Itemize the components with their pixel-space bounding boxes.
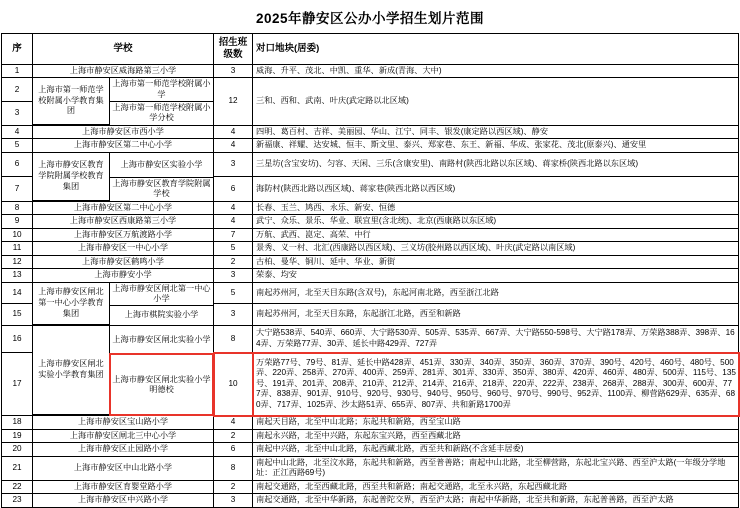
- row-classes: 4: [214, 215, 253, 229]
- row-area: 南起苏州河，北至天目东路，东起浙江北路，西至和新路: [253, 304, 739, 326]
- row-area: 南起交通路，北至中华新路，东起普陀交界，西至沪太路；南起中华新路，北至共和新路，东起普善路，西至沪太路: [253, 494, 739, 508]
- row-index: 3: [2, 102, 33, 126]
- row-area: 南起中兴路，北至中山北路，东起西藏北路，西至共和新路(不含延丰居委): [253, 443, 739, 457]
- row-school: 上海市静安区闸北实验小学: [110, 326, 214, 355]
- row-index: 23: [2, 494, 33, 508]
- row-school: 上海市静安区第二中心小学: [33, 201, 214, 215]
- row-area: 南起中山北路，北至汶水路，东起共和新路，西至普善路；南起中山北路，北至柳营路，东起北宝兴路、西至沪太路(一年级分学地址：正江西路69号): [253, 456, 739, 480]
- school-group-table: [33, 326, 213, 416]
- table-row: [2, 325, 739, 352]
- row-index: 14: [2, 282, 33, 304]
- row-area: 万航、武西、崑定、高荣、中行: [253, 228, 739, 242]
- row-index: 5: [2, 139, 33, 153]
- row-area: 四明、葛百村、吉祥、美丽园、华山、江宁、同丰、银发(康定路以西区域)、静安: [253, 125, 739, 139]
- row-area: 新福康、祥耀、达安城、恒丰、斯文里、泰兴、郑家巷、东王、新福、华成、张家花、茂北(原泰兴)、通安里: [253, 139, 739, 153]
- row-area: 南起永兴路，北至中兴路，东起东宝兴路，西至西藏北路: [253, 429, 739, 443]
- row-index: 17: [2, 353, 33, 416]
- row-index: 7: [2, 177, 33, 202]
- row-school: 上海市静安区威海路第三小学: [33, 64, 214, 78]
- row-school: 上海市静安区西康路第三小学: [33, 215, 214, 229]
- row-classes: 3: [214, 494, 253, 508]
- col-area: 对口地块(居委): [253, 34, 739, 65]
- row-school: 上海市静安区闸北第一中心小学: [110, 283, 214, 306]
- row-school: 上海市静安区中山北路小学: [33, 456, 214, 480]
- row-classes: 2: [214, 255, 253, 269]
- row-index: 21: [2, 456, 33, 480]
- table-wrapper: [0, 33, 740, 508]
- row-school: 上海市棋院实验小学: [124, 310, 199, 320]
- school-group-table: [33, 153, 213, 201]
- table-row: [2, 429, 739, 443]
- row-area: 三和、西和、武南、叶庆(武定路以北区域): [253, 78, 739, 126]
- row-index: 11: [2, 242, 33, 256]
- row-index: 16: [2, 325, 33, 352]
- row-index: 18: [2, 416, 33, 430]
- row-area: 武宁、众乐、景乐、华业、联宜里(含北统)、北京(西康路以东区域): [253, 215, 739, 229]
- table-row: [2, 228, 739, 242]
- row-classes: 4: [214, 416, 253, 430]
- table-row: [2, 78, 739, 102]
- col-school: 学校: [33, 34, 214, 65]
- row-index: 10: [2, 228, 33, 242]
- admission-table: [1, 33, 739, 508]
- row-area: 三星坊(含宝安坊)、匀容、天闲、三乐(含康安里)、南路村(陕西北路以东区域)、蒋家桥(陕西北路以东区域): [253, 152, 739, 177]
- row-school: 上海市静安区第二中心小学: [33, 139, 214, 153]
- row-index: 8: [2, 201, 33, 215]
- row-area: 海防村(陕西北路以西区域)、蒋家巷(陕西北路以西区域): [253, 177, 739, 202]
- row-index: 2: [2, 78, 33, 102]
- school-group-row: [33, 153, 213, 178]
- row-classes: 2: [214, 480, 253, 494]
- row-school: 上海市静安区中兴路小学: [33, 494, 214, 508]
- school-group-label: 上海市第一师范学校附属小学教育集团: [33, 78, 110, 124]
- row-school: 上海市静安区实验小学: [110, 153, 214, 178]
- row-classes: 3: [214, 64, 253, 78]
- row-index: 22: [2, 480, 33, 494]
- table-row: [2, 416, 739, 430]
- table-body: [2, 64, 739, 507]
- row-index: 19: [2, 429, 33, 443]
- row-school: 上海市静安区宝山路小学: [33, 416, 214, 430]
- row-area: 南起天目路，北至中山北路；东起共和新路，西至宝山路: [253, 416, 739, 430]
- table-row: [2, 494, 739, 508]
- row-school: 上海市静安小学: [33, 269, 214, 283]
- row-school: 上海市静安区市西小学: [33, 125, 214, 139]
- row-classes: 12: [214, 78, 253, 126]
- school-group-label: 上海市静安区闸北实验小学教育集团: [33, 326, 110, 415]
- row-classes-highlighted: 10: [214, 353, 253, 416]
- row-area: 古柏、曼华、铜川、延中、华业、新街: [253, 255, 739, 269]
- table-row: [2, 215, 739, 229]
- school-group-table: [33, 78, 213, 125]
- row-classes: 7: [214, 228, 253, 242]
- row-school: 上海市静安区鹤鸣小学: [33, 255, 214, 269]
- row-classes: 8: [214, 325, 253, 352]
- row-classes: 2: [214, 429, 253, 443]
- row-index: 1: [2, 64, 33, 78]
- school-group-row: [33, 326, 213, 355]
- row-classes: 4: [214, 201, 253, 215]
- table-row: [2, 242, 739, 256]
- row-classes: 5: [214, 242, 253, 256]
- row-area: 南起苏州河，北至天目东路(含双号)，东起河南北路，西至浙江北路: [253, 282, 739, 304]
- row-area: 景秀、义一村、北汇(西康路以西区域)、三义坊(胶州路以西区域)、叶庆(武定路以南区域): [253, 242, 739, 256]
- col-index: 序: [2, 34, 33, 65]
- row-index: 13: [2, 269, 33, 283]
- table-row: [2, 480, 739, 494]
- row-school-highlighted: 上海市静安区闸北实验小学明德校: [110, 354, 214, 415]
- table-row: [2, 456, 739, 480]
- row-area: 南起交通路，北至西藏北路，西至共和新路；南起交通路，北至永兴路，东起西藏北路: [253, 480, 739, 494]
- table-row: [2, 269, 739, 283]
- table-row: [2, 139, 739, 153]
- row-index: 4: [2, 125, 33, 139]
- page-title: 2025年静安区公办小学招生划片范围: [255, 11, 485, 26]
- table-row: [2, 125, 739, 139]
- row-classes: 6: [214, 177, 253, 202]
- row-school: 上海市静安区万航渡路小学: [33, 228, 214, 242]
- row-index: 20: [2, 443, 33, 457]
- school-group-cell: [33, 152, 214, 201]
- row-school: 上海市静安区止园路小学: [33, 443, 214, 457]
- row-classes: 8: [214, 456, 253, 480]
- school-group-cell: [33, 282, 214, 325]
- school-group-cell: [33, 325, 214, 416]
- table-header-row: [2, 34, 739, 65]
- row-classes: 3: [214, 269, 253, 283]
- table-row: [2, 255, 739, 269]
- row-index: 9: [2, 215, 33, 229]
- table-row: [2, 282, 739, 304]
- table-row: [2, 201, 739, 215]
- row-school: 上海市静安区育婴堂路小学: [33, 480, 214, 494]
- school-group-label: 上海市静安区闸北第一中心小学教育集团: [33, 283, 110, 325]
- school-group-row: [33, 78, 213, 101]
- table-row: [2, 443, 739, 457]
- row-area-highlighted: 万荣路77号、79号、81弄、延长中路428弄、451弄、330弄、340弄、350弄、360弄、370弄、390号、420号、460号、480号、500弄、220弄、258弄、270弄、400弄、259弄、281弄、301弄、330弄、350弄、380弄、420弄、460弄、480弄、500弄、115号、135号、191弄、201弄、208弄、210弄、212弄、214弄、216弄、218弄、220弄、222弄、238弄、268弄、288弄、300弄、600弄、777弄、838弄、901弄、910号、920号、930号、940号、950号、960号、970号、990号、952弄、1100弄、柳营路629弄、635弄、680弄、717弄、1025弄、沙太路51弄、655弄、807弄、共和新路1700弄: [253, 353, 739, 416]
- table-row: [2, 152, 739, 177]
- row-index: 6: [2, 152, 33, 177]
- table-header: [2, 34, 739, 65]
- row-school: 上海市静安区闸北三中心小学: [33, 429, 214, 443]
- row-classes: 3: [214, 304, 253, 326]
- row-school: 上海市第一师范学校附属小学分校: [112, 102, 211, 122]
- row-index: 15: [2, 304, 33, 326]
- col-classes: 招生班级数: [214, 34, 253, 65]
- row-classes: 3: [214, 152, 253, 177]
- row-area: 荣泰、均安: [253, 269, 739, 283]
- row-area: 威海、升平、茂北、中凯、重华、新成(青海、大中): [253, 64, 739, 78]
- row-classes: 4: [214, 139, 253, 153]
- row-classes: 5: [214, 282, 253, 304]
- school-group-label: 上海市静安区教育学院附属学校教育集团: [33, 153, 110, 201]
- table-row: [2, 64, 739, 78]
- row-index: 12: [2, 255, 33, 269]
- row-school: 上海市静安区一中心小学: [33, 242, 214, 256]
- school-group-row: [33, 283, 213, 306]
- row-school: 上海市第一师范学校附属小学: [110, 78, 214, 101]
- row-area: 大宁路538弄、540弄、660弄、大宁路530弄、505弄、535弄、667弄、大宁路550-598号、大宁路178弄、万荣路388弄、398弄、164弄、万荣路77弄、30弄、延长中路429弄、727弄: [253, 325, 739, 352]
- row-classes: 4: [214, 125, 253, 139]
- school-group-table: [33, 283, 213, 325]
- row-school: 上海市静安区教育学院附属学校: [112, 178, 211, 198]
- row-area: 长春、玉兰、鸠西、永乐、新安、恒德: [253, 201, 739, 215]
- row-classes: 6: [214, 443, 253, 457]
- school-group-cell: [33, 78, 214, 126]
